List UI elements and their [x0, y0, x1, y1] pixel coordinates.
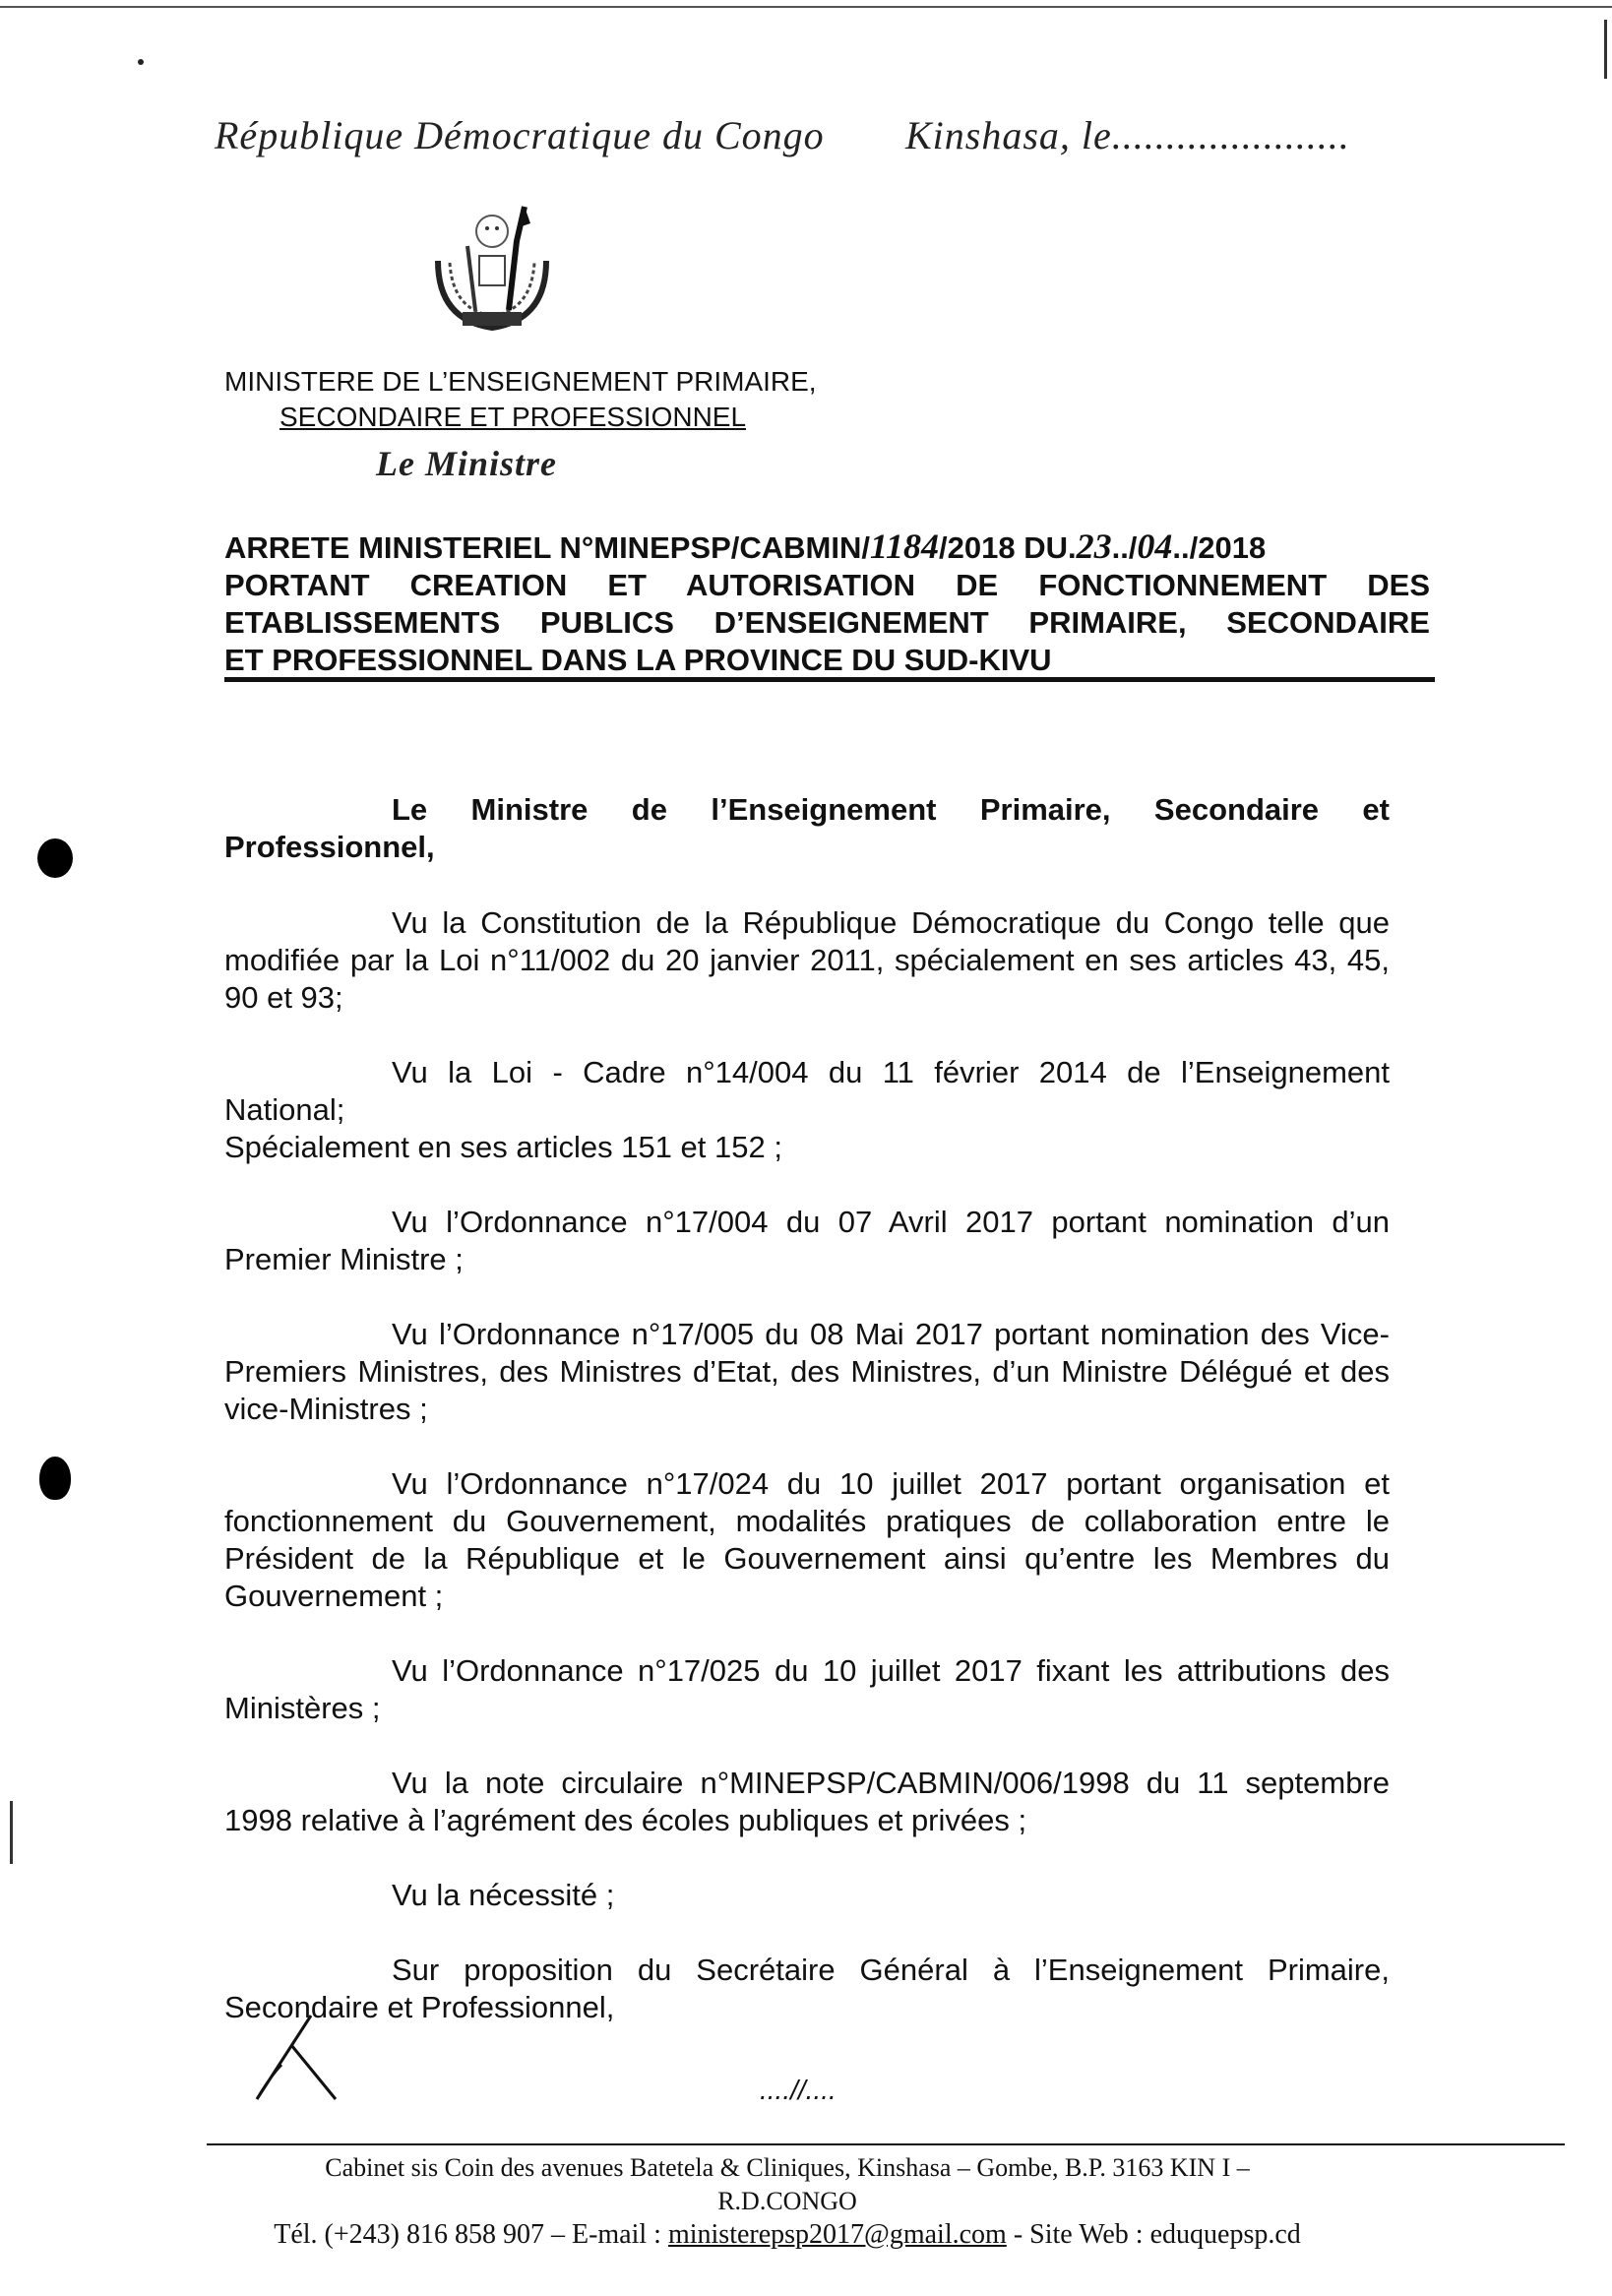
- continuation-mark: ....//....: [760, 2075, 837, 2105]
- intro-paragraph: Le Ministre de l’Enseignement Primaire, Secondaire et Professionnel,: [224, 792, 1390, 864]
- paragraph-loi-cadre: Vu la Loi - Cadre n°14/004 du 11 février 2014 de l’Enseignement National; Spécialement en ses articles 151 et 152 ;: [224, 1055, 1390, 1164]
- footer-contact: Tél. (+243) 816 858 907 – E-mail : ministerepsp2017@gmail.com - Site Web : eduquepsp.cd: [274, 2219, 1301, 2250]
- decree-body: [224, 791, 1390, 2026]
- footer-rule: [207, 2143, 1565, 2145]
- handwritten-month: 04: [1137, 527, 1173, 566]
- paragraph-necessite: Vu la nécessité ;: [392, 1878, 615, 1912]
- punch-hole-bottom: [39, 1457, 71, 1500]
- scan-right-mark: [1604, 20, 1607, 79]
- paragraph-ordonnance-024: Vu l’Ordonnance n°17/024 du 10 juillet 2017 portant organisation et fonctionnement du Gouvernement, modalités pratiques de collaboration entre le Président de la République et le Gouvernement ainsi qu’entre les Membres du Gouvernement ;: [224, 1466, 1390, 1613]
- scan-dot: [138, 59, 144, 65]
- ministry-name-line1: MINISTERE DE L’ENSEIGNEMENT PRIMAIRE,: [224, 366, 817, 397]
- country-name: République Démocratique du Congo: [215, 113, 825, 157]
- ministry-name-line2: SECONDAIRE ET PROFESSIONNEL: [279, 402, 747, 432]
- place-date: Kinshasa, le......................: [905, 113, 1350, 157]
- handwritten-number: 1184: [869, 527, 939, 566]
- decree-title-line4: ET PROFESSIONNEL DANS LA PROVINCE DU SUD-KIVU: [224, 643, 1052, 677]
- paragraph-proposition: Sur proposition du Secrétaire Général à l’Enseignement Primaire, Secondaire et Professionnel,: [224, 1953, 1390, 2024]
- email-link[interactable]: ministerepsp2017@gmail.com: [667, 2219, 1007, 2250]
- decree-title-line2: PORTANT CREATION ET AUTORISATION DE FONCTIONNEMENT DES: [224, 568, 1430, 602]
- decree-title-line3: ETABLISSEMENTS PUBLICS D’ENSEIGNEMENT PRIMAIRE, SECONDAIRE: [224, 605, 1430, 640]
- title-rule: [224, 677, 1435, 682]
- coat-of-arms-icon: [418, 202, 566, 335]
- paragraph-ordonnance-005: Vu l’Ordonnance n°17/005 du 08 Mai 2017 portant nomination des Vice-Premiers Ministres, des Ministres d’Etat, des Ministres, d’un Ministre Délégué et des vice-Ministres ;: [224, 1317, 1390, 1426]
- decree-title: [224, 527, 1430, 679]
- footer-country: R.D.CONGO: [717, 2187, 857, 2215]
- handwritten-day: 23: [1076, 527, 1112, 566]
- paragraph-constitution: Vu la Constitution de la République Démocratique du Congo telle que modifiée par la Loi n°11/002 du 20 janvier 2011, spécialement en ses articles 43, 45, 90 et 93;: [224, 905, 1390, 1015]
- footer: [207, 2151, 1368, 2252]
- paragraph-ordonnance-004: Vu l’Ordonnance n°17/004 du 07 Avril 2017 portant nomination d’un Premier Ministre ;: [224, 1205, 1390, 1276]
- footer-address: Cabinet sis Coin des avenues Batetela & Cliniques, Kinshasa – Gombe, B.P. 3163 KIN I –: [325, 2153, 1250, 2182]
- punch-hole-top: [37, 838, 73, 878]
- minister-office: Le Ministre: [376, 444, 558, 483]
- initials-mark: [252, 2006, 341, 2104]
- paragraph-ordonnance-025: Vu l’Ordonnance n°17/025 du 10 juillet 2017 fixant les attributions des Ministères ;: [224, 1653, 1390, 1725]
- scan-top-line: [0, 6, 1612, 8]
- decree-number-line: ARRETE MINISTERIEL N°MINEPSP/CABMIN/1184/2018 DU.23../04../2018: [224, 527, 1267, 566]
- scan-left-mark: [10, 1801, 13, 1864]
- paragraph-note-circulaire: Vu la note circulaire n°MINEPSP/CABMIN/006/1998 du 11 septembre 1998 relative à l’agrément des écoles publiques et privées ;: [224, 1766, 1390, 1837]
